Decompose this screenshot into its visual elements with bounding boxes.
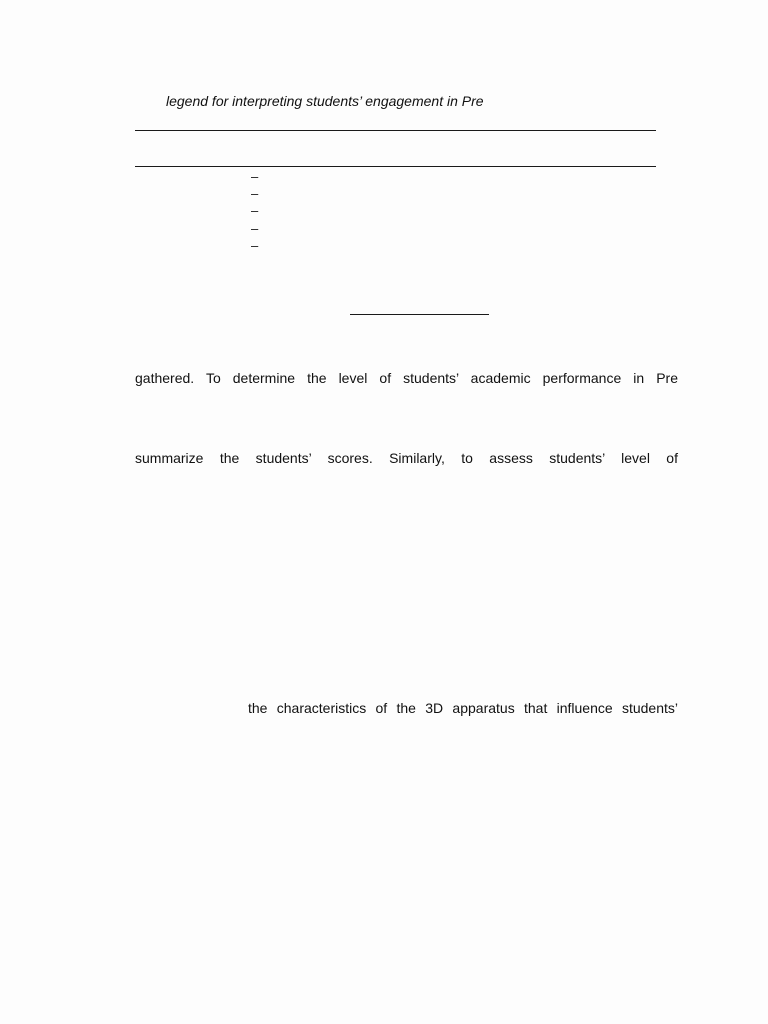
table-caption: legend for interpreting students’ engagement in Pre [166,93,484,109]
range-dash: – [251,237,259,253]
table-header-rule [135,166,656,167]
table-top-rule [135,130,656,131]
body-text-line: the characteristics of the 3D apparatus that influence students’ [248,700,678,716]
body-text-line: summarize the students’ scores. Similarly, to assess students’ level of [135,450,678,466]
section-divider [350,314,489,315]
body-text-line: gathered. To determine the level of students’ academic performance in Pre [135,370,678,386]
range-dash: – [251,220,259,236]
range-dash: – [251,169,259,184]
table-range-column [251,168,258,254]
range-dash: – [251,186,259,202]
range-dash: – [251,203,259,219]
